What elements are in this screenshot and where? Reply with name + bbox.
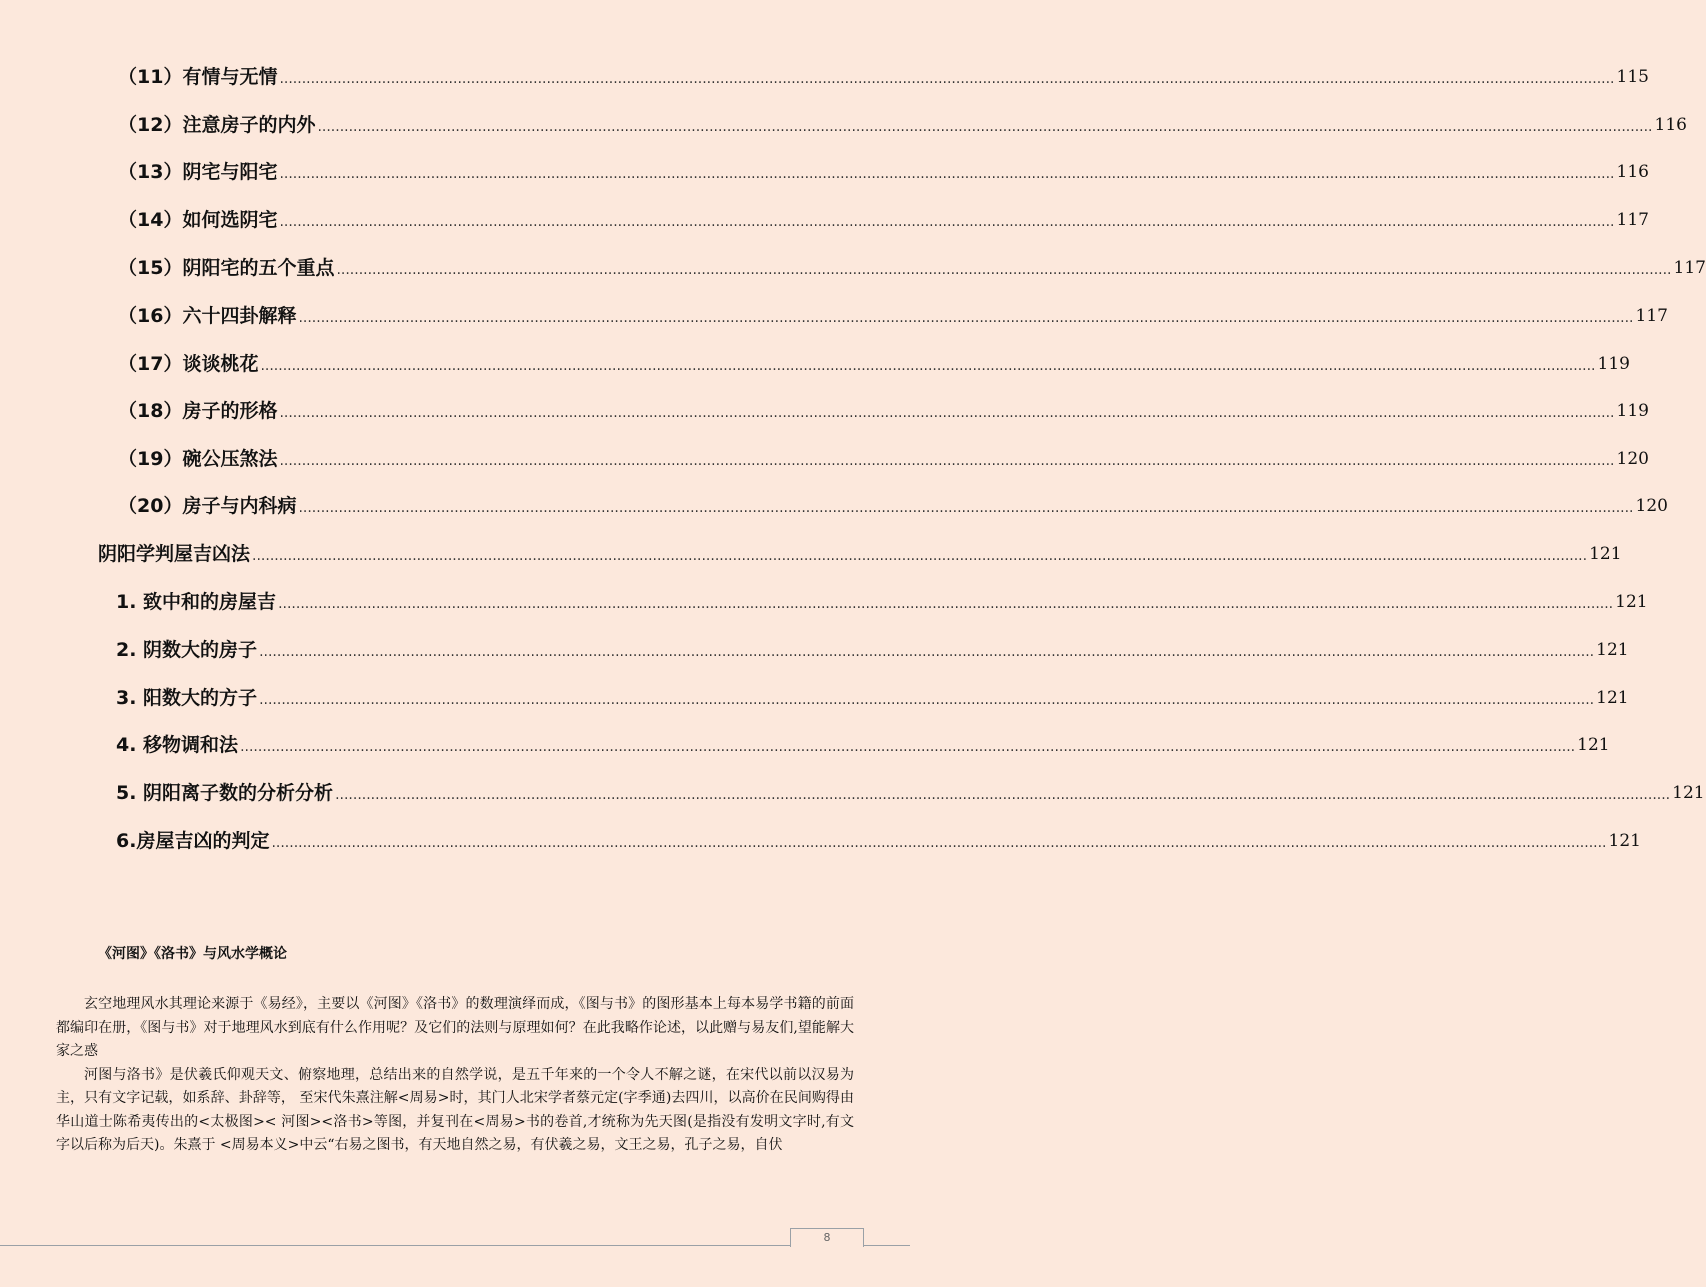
toc-entry-label: 阴阳学判屋吉凶法 [98, 543, 251, 565]
toc-entry[interactable] [116, 778, 1705, 808]
toc-entry-label: （19）碗公压煞法 [118, 448, 278, 470]
toc-entry-page: 120 [1616, 449, 1649, 469]
toc-entry-page: 121 [1577, 735, 1610, 755]
toc-entry-page: 116 [1616, 162, 1649, 182]
toc-leader-dots: ............................................................................................................................................................................................................................................................................................................ [260, 358, 1596, 374]
toc-entry-label: （16）六十四卦解释 [118, 305, 297, 327]
toc-entry-label: 3. 阳数大的方子 [116, 687, 258, 709]
toc-entry[interactable] [118, 396, 1649, 426]
toc-leader-dots: ............................................................................................................................................................................................................................................................................................................ [317, 119, 1653, 135]
toc-leader-dots: ............................................................................................................................................................................................................................................................................................................ [279, 453, 1615, 469]
body-text [56, 993, 854, 1158]
toc-entry-page: 119 [1616, 401, 1649, 421]
toc-leader-dots: ............................................................................................................................................................................................................................................................................................................ [335, 787, 1671, 803]
toc-entry-page: 115 [1616, 67, 1649, 87]
toc-entry-page: 120 [1635, 496, 1668, 516]
paragraph: 河图与洛书》是伏羲氏仰观天文、俯察地理，总结出来的自然学说，是五千年来的一个令人不解之谜，在宋代以前以汉易为主，只有文字记载，如系辞、卦辞等， 至宋代朱熹注解<周易>时，其门人北宋学者蔡元定(字季通)去四川，以高价在民间购得由华山道士陈希夷传出的<太极图>< 河图><洛书>等图，并复刊在<周易>书的卷首,才统称为先天图(是指没有发明文字时,有文字以后称为后天)。朱熹于 <周易本义>中云“右易之图书，有天地自然之易，有伏羲之易，文王之易，孔子之易，自伏 [56, 1066, 854, 1153]
toc-leader-dots: ............................................................................................................................................................................................................................................................................................................ [271, 835, 1607, 851]
toc-entry[interactable] [116, 730, 1610, 760]
toc-entry[interactable] [118, 110, 1687, 140]
paragraph: 玄空地理风水其理论来源于《易经》，主要以《河图》《洛书》的数理演绎而成，《图与书》的图形基本上每本易学书籍的前面都编印在册，《图与书》对于地理风水到底有什么作用呢？及它们的法则与原理如何？在此我略作论述，以此赠与易友们,望能解大家之惑 [56, 996, 854, 1059]
toc-leader-dots: ............................................................................................................................................................................................................................................................................................................ [240, 739, 1576, 755]
toc-entry-label: （13）阴宅与阳宅 [118, 161, 278, 183]
toc-entry-page: 116 [1654, 115, 1687, 135]
toc-leader-dots: ............................................................................................................................................................................................................................................................................................................ [336, 262, 1672, 278]
toc-leader-dots: ............................................................................................................................................................................................................................................................................................................ [278, 596, 1614, 612]
toc-entry-label: （15）阴阳宅的五个重点 [118, 257, 335, 279]
toc-entry-page: 117 [1635, 306, 1668, 326]
toc-entry-label: （20）房子与内科病 [118, 495, 297, 517]
toc-entry[interactable] [116, 635, 1629, 665]
toc-entry-page: 121 [1596, 688, 1629, 708]
toc-leader-dots: ............................................................................................................................................................................................................................................................................................................ [279, 214, 1615, 230]
toc-entry[interactable] [118, 205, 1649, 235]
toc-entry-label: 5. 阴阳离子数的分析分析 [116, 782, 334, 804]
toc-entry[interactable] [116, 587, 1648, 617]
toc-entry-page: 121 [1596, 640, 1629, 660]
toc-entry-label: 1. 致中和的房屋吉 [116, 591, 277, 613]
toc-entry[interactable] [98, 539, 1622, 569]
toc-entry-page: 121 [1672, 783, 1705, 803]
toc-entry[interactable] [118, 444, 1649, 474]
toc-entry[interactable] [116, 683, 1629, 713]
toc-leader-dots: ............................................................................................................................................................................................................................................................................................................ [252, 548, 1588, 564]
page-number: 8 [790, 1228, 864, 1247]
toc-entry-page: 121 [1589, 544, 1622, 564]
toc-leader-dots: ............................................................................................................................................................................................................................................................................................................ [279, 71, 1615, 87]
toc-entry-page: 117 [1673, 258, 1706, 278]
toc-leader-dots: ............................................................................................................................................................................................................................................................................................................ [279, 405, 1615, 421]
toc-entry-page: 117 [1616, 210, 1649, 230]
toc-entry-label: 6.房屋吉凶的判定 [116, 830, 270, 852]
toc-entry-label: （17）谈谈桃花 [118, 353, 259, 375]
toc-leader-dots: ............................................................................................................................................................................................................................................................................................................ [298, 310, 1634, 326]
toc-leader-dots: ............................................................................................................................................................................................................................................................................................................ [259, 644, 1595, 660]
toc-entry[interactable] [116, 826, 1641, 856]
toc-entry-label: （14）如何选阴宅 [118, 209, 278, 231]
toc-entry-label: （11）有情与无情 [118, 66, 278, 88]
toc-entry[interactable] [118, 62, 1649, 92]
toc-leader-dots: ............................................................................................................................................................................................................................................................................................................ [279, 166, 1615, 182]
toc-entry-label: 2. 阴数大的房子 [116, 639, 258, 661]
section-title: 《河图》《洛书》与风水学概论 [98, 946, 287, 962]
toc-entry[interactable] [118, 491, 1668, 521]
toc-leader-dots: ............................................................................................................................................................................................................................................................................................................ [298, 500, 1634, 516]
toc-entry-page: 121 [1615, 592, 1648, 612]
toc-entry[interactable] [118, 253, 1706, 283]
toc-entry[interactable] [118, 301, 1668, 331]
toc-entry-page: 119 [1597, 354, 1630, 374]
toc-leader-dots: ............................................................................................................................................................................................................................................................................................................ [259, 692, 1595, 708]
toc-entry-label: （12）注意房子的内外 [118, 114, 316, 136]
toc-entry[interactable] [118, 349, 1630, 379]
toc-entry[interactable] [118, 157, 1649, 187]
footer-rule [0, 1245, 910, 1246]
toc-entry-label: （18）房子的形格 [118, 400, 278, 422]
toc-entry-label: 4. 移物调和法 [116, 734, 239, 756]
toc-entry-page: 121 [1608, 831, 1641, 851]
